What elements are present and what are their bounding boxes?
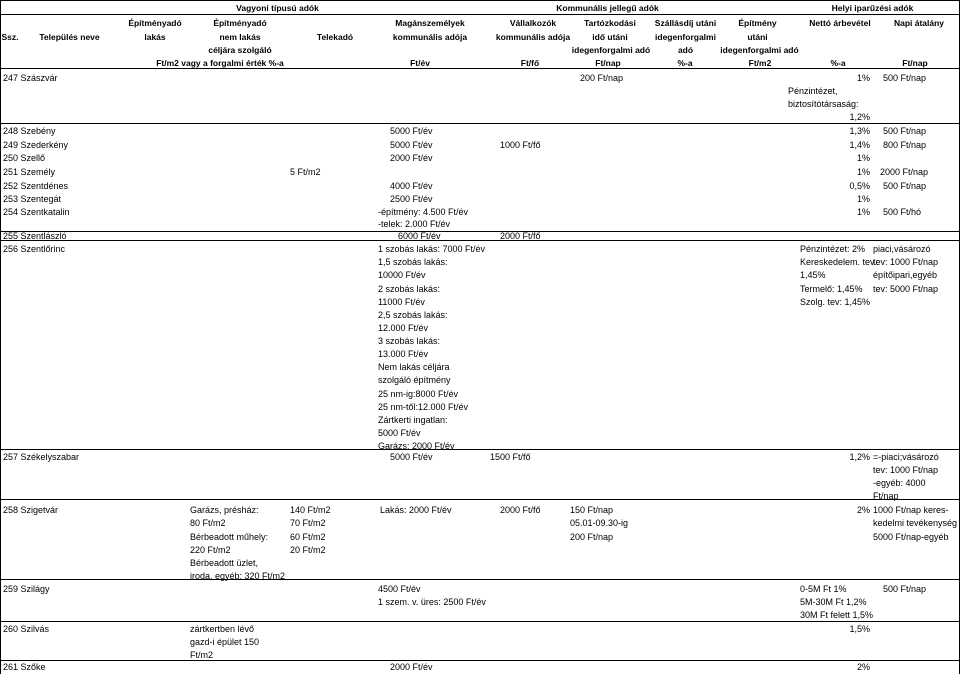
row-259-napi: 500 Ft/nap	[883, 584, 927, 594]
row-256-magan-line: 2 szobás lakás:	[378, 284, 441, 294]
row-258-name: 258 Szigetvár	[3, 505, 59, 515]
row-248-napi: 500 Ft/nap	[883, 126, 927, 136]
row-254-napi: 500 Ft/hó	[883, 207, 922, 217]
row-256-magan-line: 3 szobás lakás:	[378, 336, 441, 346]
row-248-name: 248 Szebény	[3, 126, 56, 136]
row-257-netto: 1,2%	[849, 452, 870, 462]
row-256-magan-line: Nem lakás céljára	[378, 362, 450, 372]
row-249-magan: 5000 Ft/év	[390, 140, 433, 150]
row-259-netto-3: 30M Ft felett 1,5%	[800, 610, 874, 620]
col-telekado: Telekadó	[316, 32, 354, 42]
row-256-name: 256 Szentlőrinc	[3, 244, 66, 254]
row-256-magan-line: 13.000 Ft/év	[378, 349, 429, 359]
row-256-netto-3: 1,45%	[800, 270, 826, 280]
col-netto: Nettó árbevétel	[809, 18, 871, 28]
row-260-nemlakas-1: zártkertben lévő	[190, 624, 255, 634]
group-vagyoni: Vagyoni típusú adók	[236, 3, 319, 13]
row-258-nemlakas-4: 220 Ft/m2	[190, 545, 231, 555]
col-vall-1: Vállalkozók	[509, 18, 557, 28]
row-258-napi-3: 5000 Ft/nap-egyéb	[873, 532, 949, 542]
row-259-netto-1: 0-5M Ft 1%	[800, 584, 847, 594]
row-252-netto: 0,5%	[849, 181, 870, 191]
unit-tart: Ft/nap	[595, 58, 621, 68]
row-250-netto: 1%	[856, 153, 870, 163]
row-258-netto: 2%	[856, 505, 870, 515]
row-254-name: 254 Szentkatalin	[3, 207, 70, 217]
row-247-netto-3: biztosítótársaság:	[788, 99, 859, 109]
row-258-tart-1: 150 Ft/nap	[570, 505, 614, 515]
row-261-netto: 2%	[856, 662, 870, 672]
unit-epit: Ft/m2	[748, 58, 772, 68]
col-szall-3: adó	[677, 45, 694, 55]
col-tart-1: Tartózkodási	[584, 18, 636, 28]
row-256-napi-2: tev: 1000 Ft/nap	[873, 257, 939, 267]
col-epitig-3: idegenforgalmi adó	[720, 45, 799, 55]
table-header	[0, 0, 960, 69]
row-256-magan-line: 10000 Ft/év	[378, 270, 426, 280]
row-253-name: 253 Szentegát	[3, 194, 62, 204]
row-253-magan: 2500 Ft/év	[390, 194, 433, 204]
row-247-napi: 500 Ft/nap	[883, 73, 927, 83]
col-magan-1: Magánszemélyek	[395, 18, 465, 28]
row-257-napi-4: Ft/nap	[873, 491, 899, 501]
row-260-nemlakas-3: Ft/m2	[190, 650, 214, 660]
col-telepules: Település neve	[39, 32, 100, 42]
col-tart-2: idő utáni	[592, 32, 628, 42]
row-258-napi-1: 1000 Ft/nap keres-	[873, 505, 949, 515]
row-256-magan-line: 1,5 szobás lakás:	[378, 257, 448, 267]
row-247-netto-2: Pénzintézet,	[788, 86, 838, 96]
row-258-magan: Lakás: 2000 Ft/év	[380, 505, 452, 515]
row-256-napi-3: építőipari,egyéb	[873, 270, 938, 280]
row-251-netto: 1%	[856, 167, 870, 177]
row-258-nemlakas-5: Bérbeadott üzlet,	[190, 558, 259, 568]
row-258-vall: 2000 Ft/fő	[500, 505, 541, 515]
row-256-magan-line: 12.000 Ft/év	[378, 323, 429, 333]
row-258-tart-2: 05.01-09.30-ig	[570, 518, 629, 528]
row-255-magan: 6000 Ft/év	[398, 231, 441, 241]
row-256-magan-line: 11000 Ft/év	[378, 297, 425, 307]
row-252-napi: 500 Ft/nap	[883, 181, 927, 191]
row-256-netto-5: Szolg. tev: 1,45%	[800, 297, 871, 307]
row-257-napi-3: -egyéb: 4000	[873, 478, 926, 488]
unit-napi: Ft/nap	[902, 58, 928, 68]
col-epitig-1: Építmény	[738, 18, 777, 28]
row-256-magan-line: 25 nm-ig:8000 Ft/év	[378, 389, 459, 399]
row-256-magan-line: 2,5 szobás lakás:	[378, 310, 448, 320]
row-254-magan-2: -telek: 2.000 Ft/év	[378, 219, 451, 229]
row-258-nemlakas-3: Bérbeadott műhely:	[190, 532, 269, 542]
col-epit-lakas-1: Építményadó	[128, 18, 182, 28]
col-szall-2: idegenforgalmi	[655, 32, 716, 42]
unit-telek: Ft/év	[410, 58, 430, 68]
row-260-nemlakas-2: gazd-i épület 150	[190, 637, 260, 647]
row-255-vall: 2000 Ft/fő	[500, 231, 541, 241]
row-249-netto: 1,4%	[849, 140, 870, 150]
col-vall-2: kommunális adója	[495, 32, 571, 42]
row-247-netto: 1%	[856, 73, 870, 83]
col-tart-3: idegenforgalmi adó	[571, 45, 651, 55]
col-magan-2: kommunális adója	[392, 32, 468, 42]
group-ipar: Helyi iparűzési adók	[831, 3, 914, 13]
row-256-magan-line: Garázs: 2000 Ft/év	[378, 441, 455, 451]
row-250-magan: 2000 Ft/év	[390, 153, 433, 163]
unit-lakas: Ft/m2 vagy a forgalmi érték %-a	[156, 58, 284, 68]
col-epitig-2: utáni	[747, 32, 768, 42]
row-256-magan-line: 5000 Ft/év	[378, 428, 421, 438]
row-256-magan-line: 25 nm-től:12.000 Ft/év	[378, 402, 469, 412]
row-256-magan-line: Zártkerti ingatlan:	[378, 415, 448, 425]
row-258-nemlakas2-2: 70 Ft/m2	[290, 518, 326, 528]
row-256-netto-4: Termelő: 1,45%	[800, 284, 863, 294]
row-257-napi-1: =-piaci;vásározó	[873, 452, 939, 462]
row-249-napi: 800 Ft/nap	[883, 140, 927, 150]
row-261-name: 261 Szőke	[3, 662, 46, 672]
row-258-nemlakas2-3: 60 Ft/m2	[290, 532, 326, 542]
col-ssz: Ssz.	[1, 32, 19, 42]
col-epit-nemlakas-3: céljára szolgáló	[208, 45, 272, 55]
row-256-netto-1: Pénzintézet: 2%	[800, 244, 866, 254]
row-256-napi-4: tev: 5000 Ft/nap	[873, 284, 939, 294]
row-247-netto-4: 1,2%	[849, 112, 870, 122]
row-259-name: 259 Szilágy	[3, 584, 50, 594]
row-249-name: 249 Szederkény	[3, 140, 69, 150]
row-261-magan: 2000 Ft/év	[390, 662, 433, 672]
row-257-vall: 1500 Ft/fő	[490, 452, 531, 462]
col-szall-1: Szállásdíj utáni	[654, 18, 717, 28]
row-257-name: 257 Székelyszabar	[3, 452, 80, 462]
row-258-nemlakas-1: Garázs, présház:	[190, 505, 259, 515]
row-256-magan-line: 1 szobás lakás: 7000 Ft/év	[378, 244, 486, 254]
row-256-magan-line: szolgáló építmény	[378, 375, 451, 385]
row-258-nemlakas2-4: 20 Ft/m2	[290, 545, 326, 555]
col-napi: Napi átalány	[893, 18, 945, 28]
row-258-napi-2: kedelmi tevékenység	[873, 518, 958, 528]
row-249-vall: 1000 Ft/fő	[500, 140, 541, 150]
col-epit-lakas-2: lakás	[144, 32, 166, 42]
row-259-magan-2: 1 szem. v. üres: 2500 Ft/év	[378, 597, 486, 607]
row-258-nemlakas2-1: 140 Ft/m2	[290, 505, 331, 515]
row-257-napi-2: tev: 1000 Ft/nap	[873, 465, 939, 475]
row-252-name: 252 Szentdénes	[3, 181, 69, 191]
row-254-netto: 1%	[856, 207, 870, 217]
row-257-magan: 5000 Ft/év	[390, 452, 433, 462]
group-kommunalis: Kommunális jellegű adók	[556, 3, 659, 13]
row-260-name: 260 Szilvás	[3, 624, 50, 634]
col-epit-nemlakas-1: Építményadó	[213, 18, 267, 28]
row-258-nemlakas-6: iroda, egyéb: 320 Ft/m2	[190, 571, 286, 581]
row-260-netto: 1,5%	[849, 624, 870, 634]
unit-netto: %-a	[830, 58, 846, 68]
row-256-netto-2: Kereskedelem. tev.:	[800, 257, 879, 267]
row-255-name: 255 Szentlászló	[3, 231, 67, 241]
row-259-netto-2: 5M-30M Ft 1,2%	[800, 597, 867, 607]
row-259-magan-1: 4500 Ft/év	[378, 584, 421, 594]
row-258-tart-3: 200 Ft/nap	[570, 532, 614, 542]
row-252-magan: 4000 Ft/év	[390, 181, 433, 191]
row-251-name: 251 Személy	[3, 167, 56, 177]
row-247-name: 247 Szászvár	[3, 73, 58, 83]
row-251-telek: 5 Ft/m2	[290, 167, 321, 177]
row-254-magan-1: -építmény: 4.500 Ft/év	[378, 207, 469, 217]
unit-vall: Ft/fő	[520, 58, 540, 68]
unit-szall: %-a	[677, 58, 693, 68]
col-epit-nemlakas-2: nem lakás	[219, 32, 261, 42]
row-256-napi-1: piaci,vásározó	[873, 244, 931, 254]
row-247-tart: 200 Ft/nap	[580, 73, 624, 83]
row-248-magan: 5000 Ft/év	[390, 126, 433, 136]
row-251-napi: 2000 Ft/nap	[880, 167, 929, 177]
row-250-name: 250 Szellő	[3, 153, 46, 163]
row-253-netto: 1%	[856, 194, 870, 204]
row-258-nemlakas-2: 80 Ft/m2	[190, 518, 226, 528]
row-248-netto: 1,3%	[849, 126, 870, 136]
